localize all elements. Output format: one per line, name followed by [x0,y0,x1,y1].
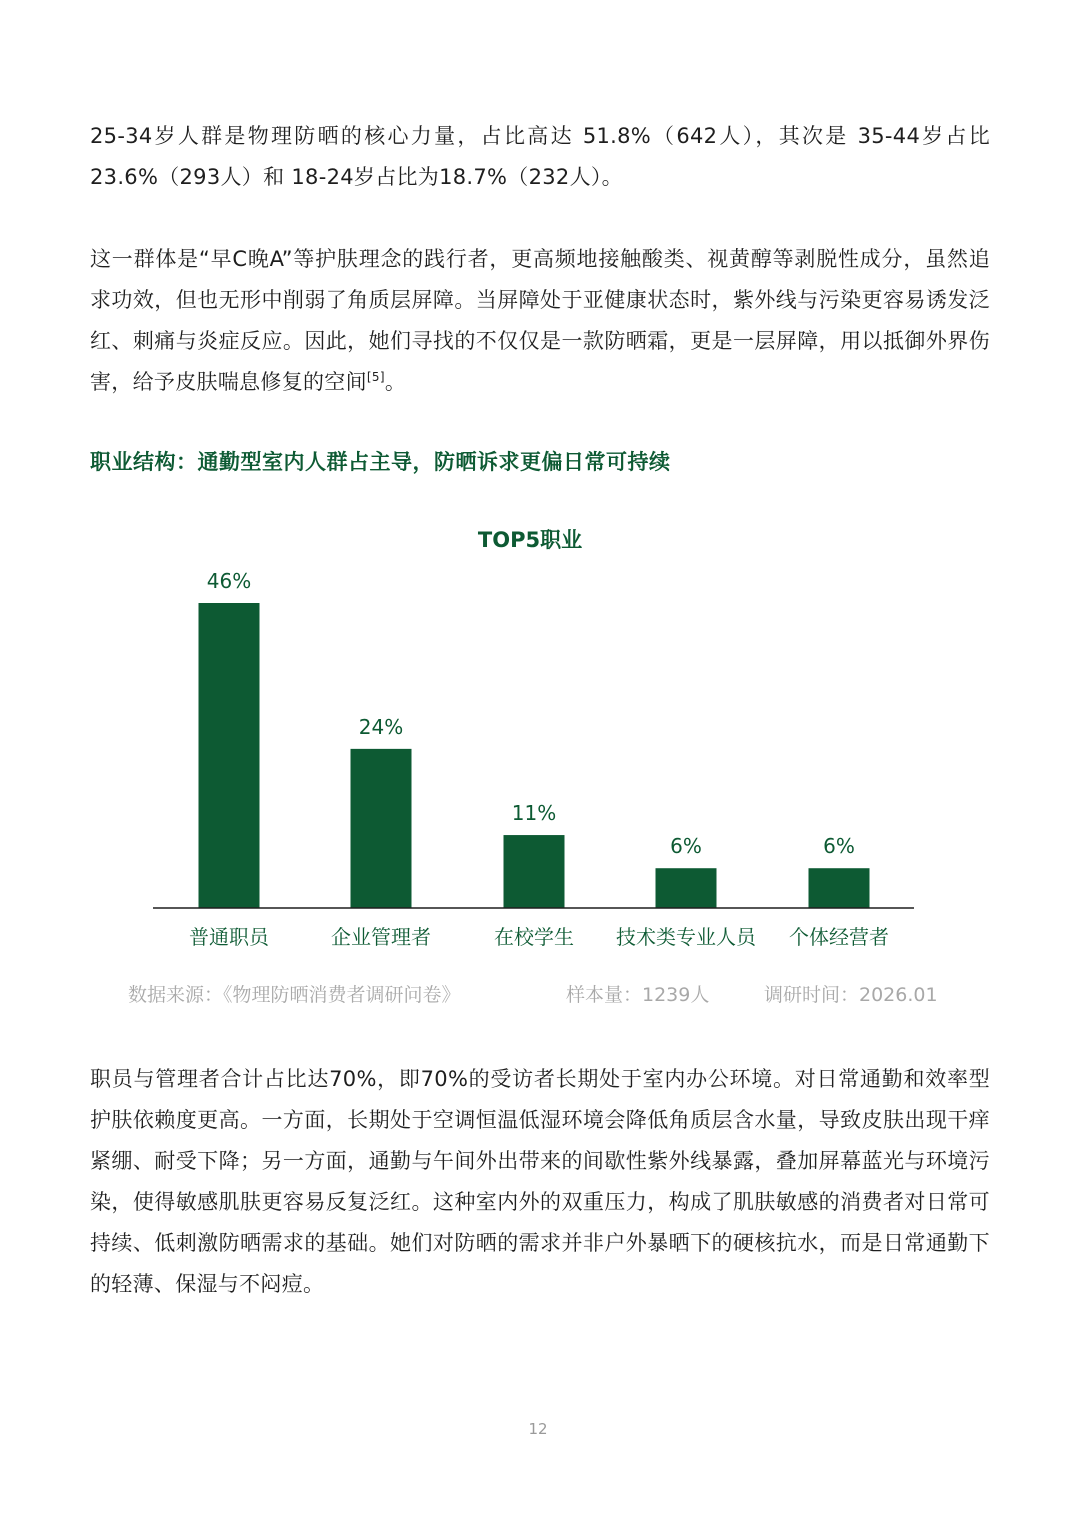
bars-group [189,569,889,949]
page-number: 12 [528,1420,548,1438]
bar-value-label-1: 46% [206,569,252,593]
data-source: 数据来源：《物理防晒消费者调研问卷》 [128,984,461,1006]
paragraph-occupation-analysis: 职员与管理者合计占比达70%，即70%的受访者长期处于室内办公环境。对日常通勤和效率型护肤依赖度更高。一方面，长期处于空调恒温低湿环境会降低角质层含水量，导致皮肤出现干痒紧绷、耐受下降；另一方面，通勤与午间外出带来的间歇性紫外线暴露，叠加屏幕蓝光与环境污染，使得敏感肌肤更容易反复泛红。这种室内外的双重压力，构成了肌肤敏感的消费者对日常可持续、低刺激防晒需求的基础。她们对防晒的需求并非户外暴晒下的硬核抗水，而是日常通勤下的轻薄、保湿与不闷痘。 [90,1067,990,1296]
survey-time: 调研时间：2026.01 [764,984,938,1006]
bar-3 [504,835,565,908]
bar-1 [199,603,260,908]
category-label-2: 企业管理者 [331,925,431,949]
bar-value-label-2: 24% [358,714,404,739]
bar-4 [656,868,717,908]
occupation-bar-chart [0,515,1080,1025]
category-label-1: 普通职员 [189,925,269,949]
bar-2 [351,749,412,908]
bar-value-label-4: 6% [670,834,702,859]
sample-size: 样本量：1239人 [566,984,710,1006]
bar-value-label-3: 11% [511,801,557,826]
paragraph-skincare-behavior-text: 这一群体是“早C晚A”等护肤理念的践行者，更高频地接触酸类、视黄醇等剥脱性成分，虽然追求功效，但也无形中削弱了角质层屏障。当屏障处于亚健康状态时，紫外线与污染更容易诱发泛红、刺痛与炎症反应。因此，她们寻找的不仅仅是一款防晒霜，更是一层屏障，用以抵御外界伤害，给予皮肤喘息修复的空间 [90,247,990,394]
bar-5 [809,868,870,908]
category-label-4: 技术类专业人员 [616,925,756,949]
bar-value-label-5: 6% [823,834,855,859]
paragraph-end-punct: 。 [384,370,407,394]
category-label-3: 在校学生 [494,925,574,949]
category-label-5: 个体经营者 [789,925,889,949]
source-line [0,980,1080,1010]
paragraph-skincare-behavior [90,239,990,403]
paragraph-age-groups: 25-34岁人群是物理防晒的核心力量，占比高达 51.8%（642人），其次是 35-44岁占比23.6%（293人）和 18-24岁占比为18.7%（232人）。 [90,124,990,189]
section-heading: 职业结构：通勤型室内人群占主导，防晒诉求更偏日常可持续 [90,450,671,474]
chart-svg [0,515,1080,1025]
reference-marker: [5] [366,370,385,384]
chart-title: TOP5职业 [477,528,583,552]
